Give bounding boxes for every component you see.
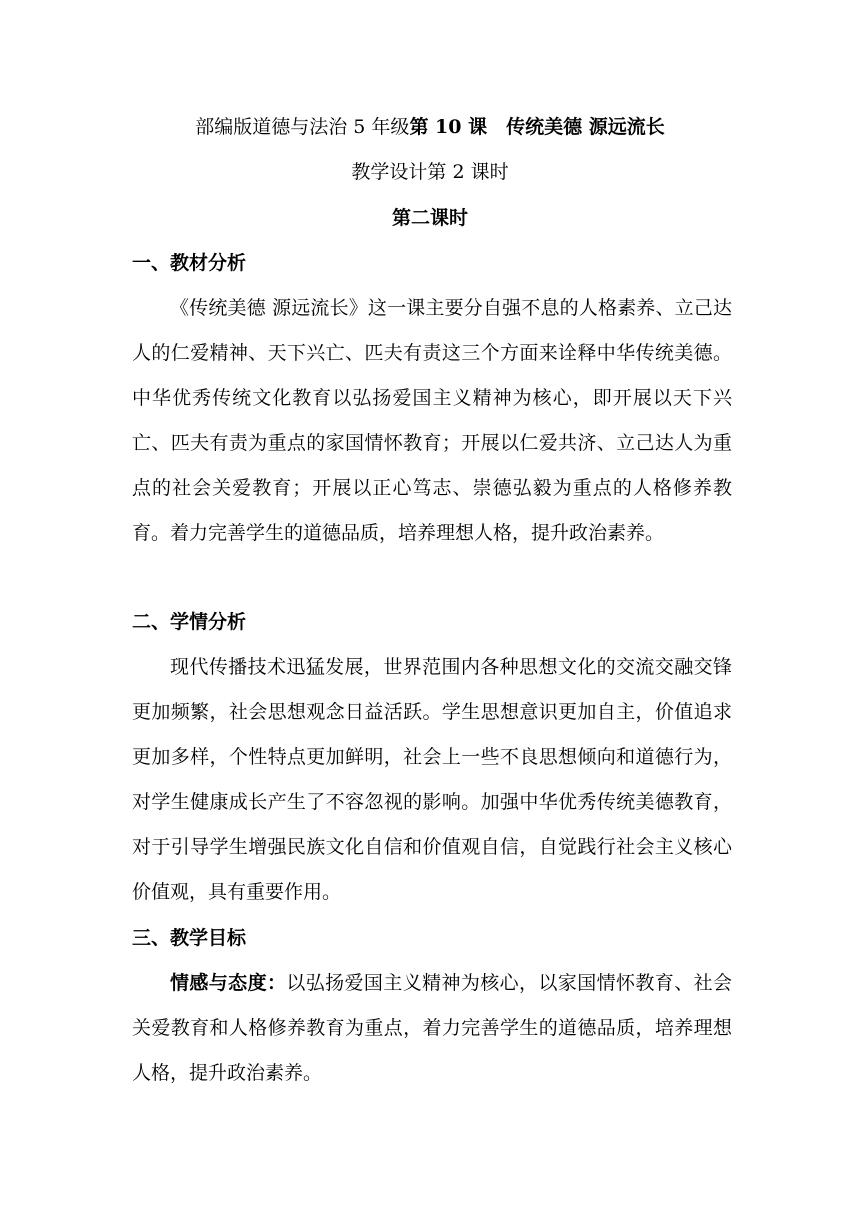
title-main: 第 10 课 传统美德 源远流长 bbox=[409, 116, 665, 138]
document-subtitle: 教学设计第 2 课时 bbox=[351, 161, 509, 183]
section-heading-textbook-analysis: 一、教材分析 bbox=[132, 252, 247, 274]
goal-lead-label: 情感与态度： bbox=[170, 972, 287, 994]
section-body-teaching-goals bbox=[132, 961, 732, 1096]
section-heading-student-analysis: 二、学情分析 bbox=[132, 611, 247, 633]
section-body-textbook-analysis: 《传统美德 源远流长》这一课主要分自强不息的人格素养、立己达人的仁爱精神、天下兴亡、匹夫有责这三个方面来诠释中华传统美德。中华优秀传统文化教育以弘扬爱国主义精神为核心，即开展以天下兴亡、匹夫有责为重点的家国情怀教育；开展以仁爱共济、立己达人为重点的社会关爱教育；开展以正心笃志、崇德弘毅为重点的人格修养教育。着力完善学生的道德品质，培养理想人格，提升政治素养。 bbox=[132, 297, 732, 544]
lesson-label: 第二课时 bbox=[391, 207, 468, 229]
section-body-student-analysis: 现代传播技术迅猛发展，世界范围内各种思想文化的交流交融交锋更加频繁，社会思想观念日益活跃。学生思想意识更加自主，价值追求更加多样，个性特点更加鲜明，社会上一些不良思想倾向和道德行为，对学生健康成长产生了不容忽视的影响。加强中华优秀传统美德教育，对于引导学生增强民族文化自信和价值观自信，自觉践行社会主义核心价值观，具有重要作用。 bbox=[132, 656, 732, 903]
document-title bbox=[0, 113, 860, 141]
section-heading-teaching-goals: 三、教学目标 bbox=[132, 927, 247, 949]
title-prefix: 部编版道德与法治 5 年级 bbox=[195, 116, 410, 138]
goal-text: 以弘扬爱国主义精神为核心，以家国情怀教育、社会关爱教育和人格修养教育为重点，着力完善学生的道德品质，培养理想人格，提升政治素养。 bbox=[132, 972, 732, 1084]
